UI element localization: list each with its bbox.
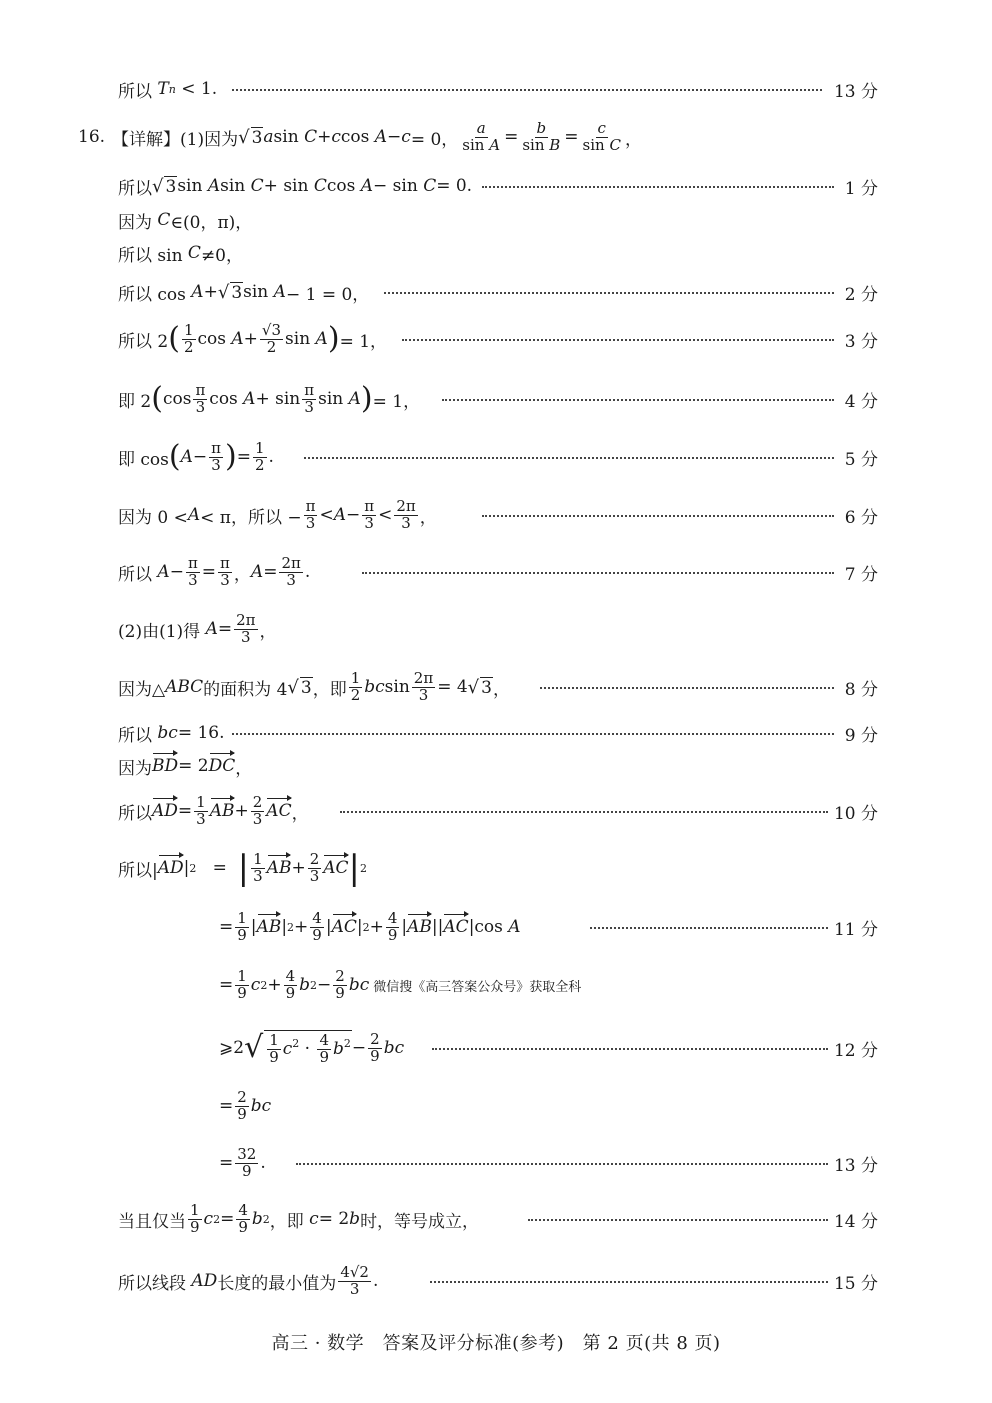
dot-leader	[432, 1048, 828, 1050]
line-formula: 所以| AD | 2 = | 1 3 AB + 2 3 AC | 2	[118, 848, 368, 888]
dot-leader	[528, 1219, 828, 1221]
score-points: 8 分	[844, 679, 878, 700]
line-formula: 因为 C ∈(0，π)，	[118, 210, 253, 233]
line-formula: 当且仅当 1 9 c 2 = 4 9 b 2 ，即 c = 2 b 时，等号成立，	[118, 1200, 480, 1236]
line-formula: 所以 T n < 1.	[118, 79, 218, 102]
line-formula: 即 2 ( cos π 3 cos A + sin π 3 sin A ) = 1，	[118, 380, 421, 416]
score-points: 2 分	[844, 284, 878, 305]
score-points: 5 分	[844, 449, 878, 470]
dot-leader	[232, 733, 834, 735]
dot-leader	[482, 186, 834, 188]
line-formula: 所以线段 AD 长度的最小值为 4√2 3 .	[118, 1262, 379, 1298]
line-formula: = 1 9 c 2 + 4 9 b 2 − 2 9 bc 微信搜《高三答案公众号》获取全科	[219, 966, 582, 1002]
dot-leader	[540, 687, 834, 689]
watermark-note: 微信搜《高三答案公众号》获取全科	[373, 979, 582, 995]
score-points: 6 分	[844, 507, 878, 528]
solution-line	[0, 272, 992, 312]
line-formula: 所以 sin C ≠0，	[118, 243, 243, 266]
line-formula: 即 cos ( A − π 3 ) = 1 2 .	[118, 438, 274, 474]
solution-line	[0, 1258, 992, 1304]
page-footer	[0, 1322, 992, 1362]
solution-line	[0, 606, 992, 652]
footer-text: 高三 · 数学 答案及评分标准(参考) 第 2 页(共 8 页)	[271, 1333, 721, 1354]
solution-line	[0, 316, 992, 362]
line-formula: = 32 9 .	[219, 1144, 266, 1180]
line-formula: 因为 BD = 2 DC ，	[118, 756, 253, 779]
solution-line	[0, 962, 992, 1008]
line-formula: = 1 9 | AB | 2 + 4 9 | AC | 2 + 4 9 | AB || AC |cos A	[219, 908, 521, 944]
score-points: 9 分	[844, 725, 878, 746]
line-formula: 【详解】(1)因为 √ 3 a sin C + c cos A − c = 0， a sin A = b sin B = c sin C ，	[112, 118, 642, 154]
solution-line	[0, 1196, 992, 1242]
solution-line	[0, 844, 992, 892]
line-formula: 所以 A − π 3 = π 3 ， A = 2π 3 .	[118, 553, 311, 589]
score-points: 13 分	[833, 81, 878, 102]
solution-line	[0, 376, 992, 422]
line-formula: ⩾2 √ $\frac{1}{9}$ $c^2$ · $\frac{4}{9}$ $b^2$ − 2 9 bc	[219, 1029, 405, 1066]
solution-line	[0, 549, 992, 595]
question-number: 16.	[78, 127, 106, 147]
score-points: 12 分	[833, 1040, 878, 1061]
solution-line	[0, 233, 992, 273]
dot-leader	[384, 292, 834, 294]
line-formula: 所以 AD = 1 3 AB + 2 3 AC ，	[118, 792, 309, 828]
dot-leader	[430, 1281, 828, 1283]
score-points: 7 分	[844, 564, 878, 585]
line-formula: 因为 0 < A < π，所以 − π 3 < A − π 3 < 2π 3 ，	[118, 496, 437, 532]
dot-leader	[442, 399, 834, 401]
score-points: 15 分	[833, 1273, 878, 1294]
dot-leader	[590, 927, 828, 929]
solution-line	[0, 69, 992, 109]
dot-leader	[362, 572, 834, 574]
line-formula: 所以 bc = 16.	[118, 723, 225, 746]
solution-line	[0, 114, 992, 160]
score-points: 10 分	[833, 803, 878, 824]
solution-line	[0, 1083, 992, 1129]
dot-leader	[304, 457, 834, 459]
solution-line	[0, 492, 992, 538]
dot-leader	[296, 1163, 828, 1165]
line-formula: (2)由(1)得 A = 2π 3 ，	[118, 610, 277, 646]
line-formula: = 2 9 bc	[219, 1087, 272, 1123]
solution-line	[0, 1024, 992, 1072]
line-formula: 因为△ ABC 的面积为 4 √ 3 ，即 1 2 bc sin 2π 3 = 4 √ 3 ，	[118, 668, 510, 704]
solution-line	[0, 1140, 992, 1186]
dot-leader	[482, 515, 834, 517]
score-points: 11 分	[833, 919, 878, 940]
score-points: 3 分	[844, 331, 878, 352]
line-formula: 所以 2 ( 1 2 cos A + √3 2 sin A ) = 1，	[118, 320, 388, 356]
dot-leader	[340, 811, 828, 813]
solution-line	[0, 434, 992, 480]
line-formula: 所以 √ 3 sin A sin C + sin C cos A − sin C = 0.	[118, 175, 473, 199]
score-points: 13 分	[833, 1155, 878, 1176]
score-points: 1 分	[844, 178, 878, 199]
dot-leader	[232, 89, 822, 91]
solution-line	[0, 904, 992, 950]
score-points: 14 分	[833, 1211, 878, 1232]
solution-line	[0, 788, 992, 834]
solution-line	[0, 746, 992, 786]
solution-line	[0, 664, 992, 710]
score-points: 4 分	[844, 391, 878, 412]
line-formula: 所以 cos A + √ 3 sin A − 1 = 0，	[118, 281, 370, 305]
dot-leader	[402, 339, 834, 341]
